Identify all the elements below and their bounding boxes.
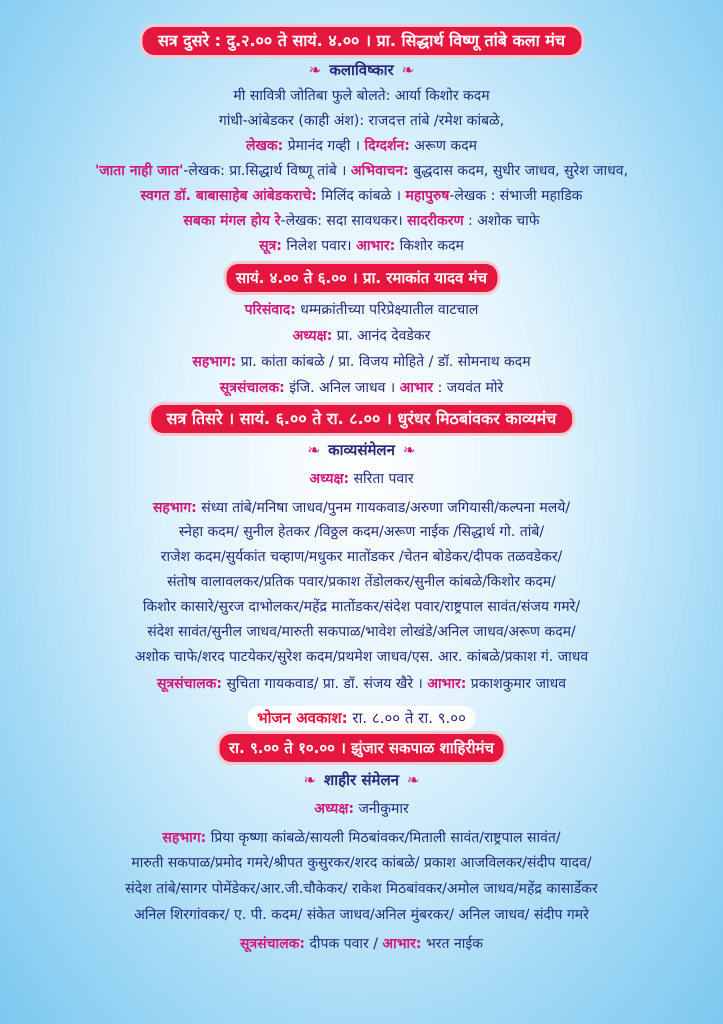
s3-line-2-value: प्रा. आनंद देवडेकर — [332, 328, 431, 344]
s2-line-1-text: मी सावित्री जोतिबा फुले बोलते: आर्या किशोर कदम — [233, 88, 490, 104]
s3-line-3-key: सहभाग: — [192, 354, 237, 370]
session-4-banner-text: सत्र तिसरे । सायं. ६.०० ते रा. ८.०० । धुरंधर मिठबांवकर काव्यमंच — [166, 409, 557, 428]
s5-line-2-key: सहभाग: — [162, 830, 207, 846]
s2-line-7-key-1: सूत्र: — [259, 238, 282, 254]
ornament-left-icon: ❧ — [303, 771, 317, 789]
s5-line-4-text: संदेश तांबे/सागर पोमेंडेकर/आर.जी.चौकेकर/ राकेश मिठबांवकर/अमोल जाधव/महेंद्र कासार्डेकर — [125, 881, 598, 897]
s3-line-1-key: परिसंवाद: — [244, 302, 296, 318]
s4-line-4-text: राजेश कदम/सुर्यकांत चव्हाण/मधुकर मातोंडकर /चेतन बोडेकर/दीपक तळवडेकर/ — [160, 549, 563, 565]
s2-line-6-value-1: -लेखक: सदा सावधकर। — [280, 213, 408, 229]
s4-line-2-key: सहभाग: — [152, 500, 197, 516]
s2-line-5-key-2: महापुरुष — [405, 188, 450, 204]
s2-line-3-key-1: लेखक: — [245, 138, 284, 154]
s2-line-5 — [0, 186, 723, 205]
s2-line-5-value-1: मिलिंद कांबळे । — [316, 188, 406, 204]
session-2-banner-text: सत्र दुसरे : दु.२.०० ते सायं. ४.०० । प्रा. सिद्धार्थ विष्णू तांबे कला मंच — [157, 31, 566, 50]
s4-line-9-key-1: सूत्रसंचालक: — [156, 676, 222, 692]
s4-line-9-value-1: सुचिता गायकवाड/ प्रा. डॉ. संजय खैरे । — [222, 676, 428, 692]
s2-line-4-value-1: -लेखक: प्रा.सिद्धार्थ विष्णू तांबे । — [183, 163, 351, 179]
s5-line-6-value-2: भरत नाईक — [421, 936, 483, 952]
s4-line-8-text: अशोक चाफे/शरद पाटयेकर/सुरेश कदम/प्रथमेश जाधव/एस. आर. कांबळे/प्रकाश गं. जाधव — [134, 649, 589, 665]
s4-line-6-text: किशोर कासारे/सुरज दाभोलकर/महेंद्र मातोंडकर/संदेश पवार/राष्ट्रपाल सावंत/संजय गमरे/ — [142, 599, 581, 615]
s2-line-3-value-1: प्रेमानंद गव्ही । — [283, 138, 365, 154]
s2-line-7-value-1: निलेश पवार। — [281, 238, 357, 254]
s4-line-1 — [0, 469, 723, 488]
s5-line-1-key: अध्यक्ष: — [314, 801, 354, 817]
s3-line-4 — [0, 378, 723, 397]
s2-line-5-key-1: स्वगत डॉ. बाबासाहेब आंबेडकराचे: — [140, 188, 317, 204]
ornament-right-icon: ❧ — [402, 441, 416, 459]
s2-line-4 — [0, 161, 723, 180]
s2-line-3 — [0, 136, 723, 155]
session-5-banner — [219, 734, 504, 762]
s4-line-7 — [0, 622, 723, 641]
s3-line-1 — [0, 300, 723, 319]
s3-line-3 — [0, 352, 723, 371]
s5-line-6-key-1: सूत्रसंचालक: — [240, 936, 306, 952]
ornament-right-icon: ❧ — [406, 771, 420, 789]
s5-line-2-value: प्रिया कृष्णा कांबळे/सायली मिठबांवकर/मिताली सावंत/राष्ट्रपाल सावंत/ — [206, 830, 561, 846]
ornament-left-icon: ❧ — [308, 61, 322, 79]
session-5-subheading-text: शाहीर संमेलन — [324, 771, 399, 789]
s3-line-4-key-2: आभार — [399, 380, 434, 396]
session-4-subheading — [308, 440, 416, 460]
s2-line-7 — [0, 236, 723, 255]
s3-line-3-value: प्रा. कांता कांबळे / प्रा. विजय मोहिते / डॉ. सोमनाथ कदम — [236, 354, 531, 370]
s4-line-2-value: संध्या तांबे/मनिषा जाधव/पुनम गायकवाड/अरुणा जगियासी/कल्पना मलये/ — [196, 500, 571, 516]
meal-break-key: भोजन अवकाश: — [257, 709, 348, 727]
s2-line-3-key-2: दिग्दर्शन: — [364, 138, 410, 154]
s4-line-9 — [0, 674, 723, 693]
s2-line-4-key-1: 'जाता नाही जात' — [94, 163, 184, 179]
session-4-subheading-text: काव्यसंमेलन — [328, 441, 395, 459]
s3-line-2-key: अध्यक्ष: — [292, 328, 333, 344]
s3-line-4-value-1: इंजि. अनिल जाधव । — [284, 380, 400, 396]
s5-line-1 — [0, 799, 723, 818]
s4-line-2 — [0, 498, 723, 517]
ornament-left-icon: ❧ — [307, 441, 321, 459]
s2-line-3-value-2: अरूण कदम — [409, 138, 478, 154]
session-5-subheading — [303, 770, 419, 790]
s2-line-2-text: गांधी-आंबेडकर (काही अंश): राजदत्त तांबे /रमेश कांबळे, — [218, 113, 505, 129]
s4-line-9-key-2: आभार: — [427, 676, 467, 692]
s2-line-6-key-1: सबका मंगल होय रे — [183, 213, 281, 229]
s2-line-1 — [0, 86, 723, 105]
s5-line-3 — [0, 853, 723, 872]
session-5-banner-text: रा. ९.०० ते १०.०० । झुंजार सकपाळ शाहिरीमंच — [229, 739, 494, 757]
s3-line-4-key-1: सूत्रसंचालक: — [219, 380, 285, 396]
s4-line-1-key: अध्यक्ष: — [309, 471, 350, 487]
s5-line-5 — [0, 905, 723, 924]
s3-line-1-value: धम्मक्रांतीच्या परिप्रेक्ष्यातील वाटचाल — [295, 302, 479, 318]
session-2-subheading — [309, 60, 415, 80]
s4-line-1-value: सरिता पवार — [349, 471, 414, 487]
s4-line-5 — [0, 572, 723, 591]
s4-line-9-value-2: प्रकाशकुमार जाधव — [466, 676, 567, 692]
s5-line-5-text: अनिल शिरगांवकर/ ए. पी. कदम/ संकेत जाधव/अनिल मुंबरकर/ अनिल जाधव/ संदीप गमरे — [134, 907, 589, 923]
s2-line-6 — [0, 211, 723, 230]
s2-line-2 — [0, 111, 723, 130]
s2-line-5-value-2: -लेखक : संभाजी महाडिक — [449, 188, 583, 204]
s5-line-3-text: मारुती सकपाळ/प्रमोद गमरे/श्रीपत कुसुरकर/शरद कांबळे/ प्रकाश आजविलकर/संदीप यादव/ — [131, 855, 592, 871]
ornament-right-icon: ❧ — [401, 61, 415, 79]
s5-line-6-value-1: दीपक पवार / — [305, 936, 383, 952]
s5-line-1-value: जनीकुमार — [354, 801, 409, 817]
s4-line-7-text: संदेश सावंत/सुनील जाधव/मारुती सकपाळ/भावेश लोखंडे/अनिल जाधव/अरूण कदम/ — [147, 624, 576, 640]
session-2-subheading-text: कलाविष्कार — [329, 61, 394, 79]
session-3-banner — [226, 264, 497, 292]
session-2-banner — [142, 27, 581, 55]
s4-line-3-text: स्नेहा कदम/ सुनील हेतकर /विठ्ठल कदम/अरूण नाईक /सिद्धार्थ गो. तांबे/ — [178, 524, 545, 540]
s2-line-7-key-2: आभार: — [356, 238, 396, 254]
s5-line-2 — [0, 828, 723, 847]
s4-line-6 — [0, 597, 723, 616]
s4-line-4 — [0, 547, 723, 566]
s5-line-6-key-2: आभार: — [382, 936, 422, 952]
s3-line-2 — [0, 326, 723, 345]
s4-line-8 — [0, 647, 723, 666]
meal-break-pill — [247, 706, 476, 730]
s2-line-4-key-2: अभिवाचन: — [350, 163, 409, 179]
s3-line-4-value-2: : जयवंत मोरे — [433, 380, 504, 396]
s2-line-6-key-2: सादरीकरण — [407, 213, 464, 229]
s4-line-5-text: संतोष वालावलकर/प्रतिक पवार/प्रकाश तेंडोलकर/सुनील कांबळे/किशोर कदम/ — [167, 574, 556, 590]
s2-line-4-value-2: बुद्धदास कदम, सुधीर जाधव, सुरेश जाधव, — [408, 163, 629, 179]
s5-line-4 — [0, 879, 723, 898]
session-4-banner — [151, 405, 573, 433]
s2-line-6-value-2: : अशोक चाफे — [463, 213, 540, 229]
session-3-banner-text: सायं. ४.०० ते ६.०० । प्रा. रमाकांत यादव मंच — [235, 269, 488, 287]
s5-line-6 — [0, 934, 723, 953]
s2-line-7-value-2: किशोर कदम — [395, 238, 464, 254]
meal-break-value: रा. ८.०० ते रा. ९.०० — [347, 709, 466, 727]
s4-line-3 — [0, 522, 723, 541]
